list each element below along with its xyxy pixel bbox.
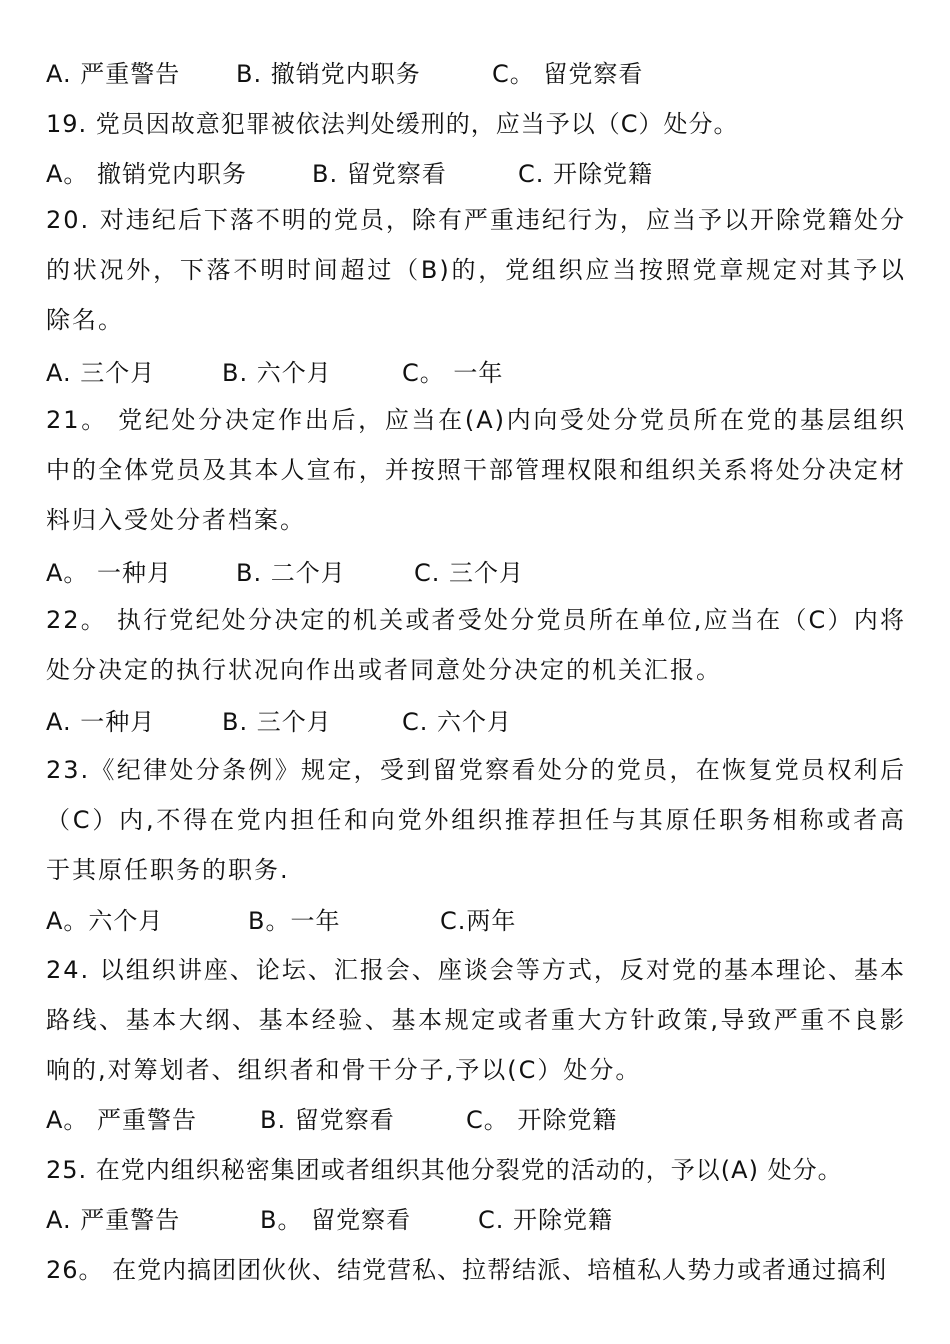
q19-options bbox=[46, 156, 906, 192]
q23-options bbox=[46, 903, 906, 939]
q25-option-a: A. 严重警告 bbox=[46, 1206, 181, 1234]
q20-option-c: C。 一年 bbox=[402, 359, 504, 387]
q18-option-b: B. 撤销党内职务 bbox=[236, 60, 421, 88]
q25-option-c: C. 开除党籍 bbox=[478, 1206, 614, 1234]
q24-question: 24. 以组织讲座、论坛、汇报会、座谈会等方式，反对党的基本理论、基本路线、基本大纲、基本经验、基本规定或者重大方针政策,导致严重不良影响的,对筹划者、组织者和骨干分子,予以(C）处分。 bbox=[46, 956, 906, 1084]
q18-options bbox=[46, 56, 906, 92]
q23-option-c: C.两年 bbox=[440, 907, 517, 935]
q23-question: 23.《纪律处分条例》规定，受到留党察看处分的党员，在恢复党员权利后（C）内,不得在党内担任和向党外组织推荐担任与其原任职务相称或者高于其原任职务的职务. bbox=[46, 756, 906, 884]
q25-options bbox=[46, 1202, 906, 1238]
q20-question: 20. 对违纪后下落不明的党员，除有严重违纪行为，应当予以开除党籍处分的状况外，下落不明时间超过（B)的，党组织应当按照党章规定对其予以除名。 bbox=[46, 206, 906, 334]
q22-option-c: C. 六个月 bbox=[402, 708, 513, 736]
q21-option-c: C. 三个月 bbox=[414, 559, 525, 587]
q20-options bbox=[46, 355, 906, 391]
q21-option-a: A。 一种月 bbox=[46, 559, 173, 587]
q20-option-b: B. 六个月 bbox=[222, 359, 332, 387]
q26-question: 26。 在党内搞团团伙伙、结党营私、拉帮结派、培植私人势力或者通过搞利 bbox=[46, 1256, 888, 1284]
q25-question: 25. 在党内组织秘密集团或者组织其他分裂党的活动的，予以(A) 处分。 bbox=[46, 1156, 843, 1184]
q25-option-b: B。 留党察看 bbox=[260, 1206, 412, 1234]
q19-option-c: C. 开除党籍 bbox=[518, 160, 654, 188]
q23-option-a: A。六个月 bbox=[46, 907, 164, 935]
q22-question: 22。 执行党纪处分决定的机关或者受处分党员所在单位,应当在（C）内将处分决定的执行状况向作出或者同意处分决定的机关汇报。 bbox=[46, 606, 906, 684]
q22-option-b: B. 三个月 bbox=[222, 708, 332, 736]
q18-option-a: A. 严重警告 bbox=[46, 60, 181, 88]
q22-option-a: A. 一种月 bbox=[46, 708, 156, 736]
q24-option-c: C。 开除党籍 bbox=[466, 1106, 618, 1134]
q21-question: 21。 党纪处分决定作出后，应当在(A)内向受处分党员所在党的基层组织中的全体党员及其本人宣布，并按照干部管理权限和组织关系将处分决定材料归入受处分者档案。 bbox=[46, 406, 906, 534]
q22-options bbox=[46, 704, 906, 740]
q19-option-b: B. 留党察看 bbox=[312, 160, 447, 188]
q19-question: 19. 党员因故意犯罪被依法判处缓刑的，应当予以（C）处分。 bbox=[46, 110, 739, 138]
q23-option-b: B。一年 bbox=[248, 907, 341, 935]
q20-option-a: A. 三个月 bbox=[46, 359, 156, 387]
q21-option-b: B. 二个月 bbox=[236, 559, 346, 587]
q19-option-a: A。 撤销党内职务 bbox=[46, 160, 248, 188]
q21-options bbox=[46, 555, 906, 591]
q24-options bbox=[46, 1102, 906, 1138]
q24-option-b: B. 留党察看 bbox=[260, 1106, 395, 1134]
q24-option-a: A。 严重警告 bbox=[46, 1106, 198, 1134]
q18-option-c: C。 留党察看 bbox=[492, 60, 644, 88]
